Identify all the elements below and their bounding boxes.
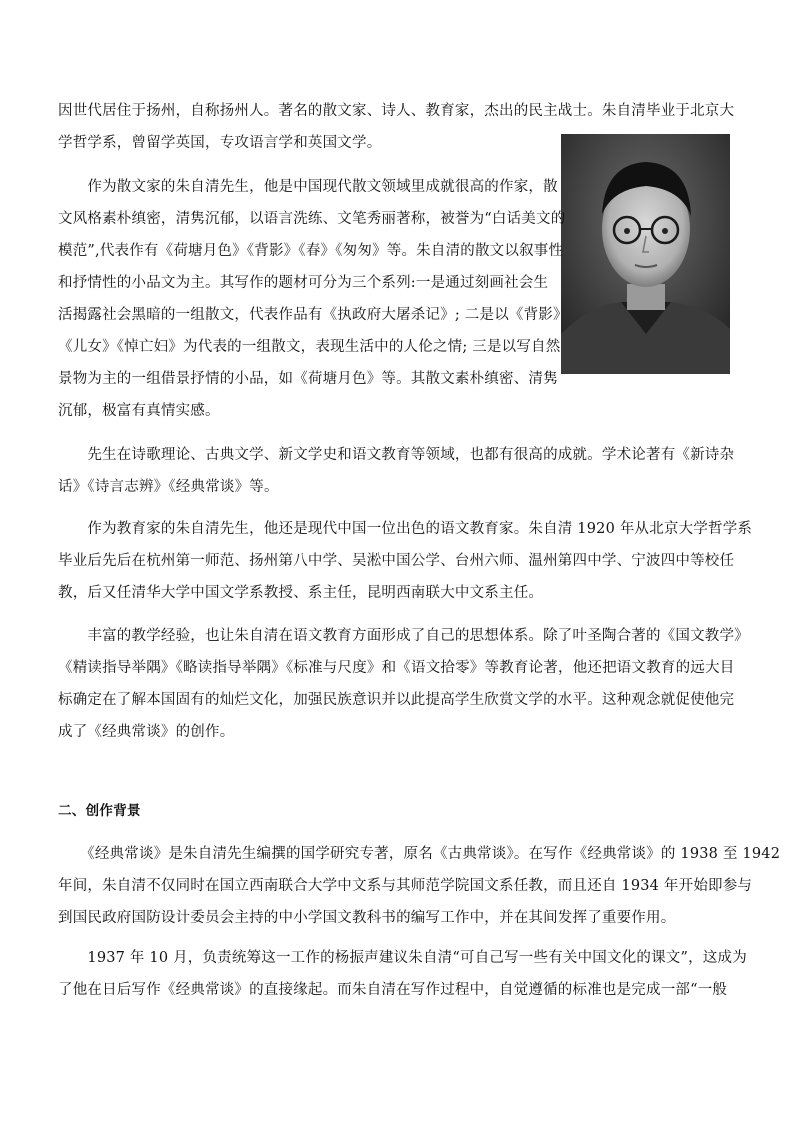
- text-line: 作为教育家的朱自清先生，他还是现代中国一位出色的语文教育家。朱自清 1920 年从北京大学哲学系: [58, 521, 753, 537]
- text-line: 《经典常谈》是朱自清先生编撰的国学研究专著，原名《古典常谈》。在写作《经典常谈》的 1938 至 1942: [58, 846, 781, 862]
- text-line: 《儿女》《悼亡妇》为代表的一组散文，表现生活中的人伦之情; 三是以写自然: [58, 339, 561, 355]
- text-line: 沉郁，极富有真情实感。: [58, 403, 220, 419]
- text-line: 教，后又任清华大学中国文学系教授、系主任，昆明西南联大中文系主任。: [58, 585, 544, 601]
- text-line: 作为散文家的朱自清先生，他是中国现代散文领域里成就很高的作家，散: [58, 179, 558, 195]
- section-heading: 二、创作背景: [58, 803, 141, 819]
- text-line: 学哲学系，曾留学英国，专攻语言学和英国文学。: [58, 135, 382, 151]
- experience-paragraph: [58, 620, 749, 748]
- scholar-paragraph: [58, 439, 734, 503]
- text-line: 成了《经典常谈》的创作。: [58, 724, 235, 740]
- background-paragraph-2: [58, 942, 747, 1006]
- text-line: 活揭露社会黑暗的一组散文，代表作品有《执政府大屠杀记》; 二是以《背影》: [58, 307, 568, 323]
- text-line: 丰富的教学经验，也让朱自清在语文教育方面形成了自己的思想体系。除了叶圣陶合著的《国文教学》: [58, 628, 749, 644]
- text-line: 年间，朱自清不仅同时在国立西南联合大学中文系与其师范学院国文系任教，而且还自 1934 年开始即参与: [58, 878, 753, 894]
- text-line: 因世代居住于扬州，自称扬州人。著名的散文家、诗人、教育家，杰出的民主战士。朱自清毕业于北京大: [58, 103, 735, 119]
- text-line: 模范”,代表作有《荷塘月色》《背影》《春》《匆匆》等。朱自清的散文以叙事性: [58, 243, 564, 259]
- background-paragraph-1: [58, 838, 780, 934]
- text-line: 先生在诗歌理论、古典文学、新文学史和语文教育等领域，也都有很高的成就。学术论著有《新诗杂: [58, 447, 735, 463]
- text-line: 到国民政府国防设计委员会主持的中小学国文教科书的编写工作中，并在其间发挥了重要作用。: [58, 910, 676, 926]
- text-line: 景物为主的一组借景抒情的小品，如《荷塘月色》等。其散文素朴缜密、清隽: [58, 371, 558, 387]
- text-line: 和抒情性的小品文为主。其写作的题材可分为三个系列:一是通过刻画社会生: [58, 275, 549, 291]
- text-line: 标确定在了解本国固有的灿烂文化，加强民族意识并以此提高学生欣赏文学的水平。这种观念就促使他完: [58, 692, 735, 708]
- text-line: 了他在日后写作《经典常谈》的直接缘起。而朱自清在写作过程中，自觉遵循的标准也是完成一部“一般: [58, 982, 728, 998]
- text-line: 《精读指导举隅》《略读指导举隅》《标准与尺度》和《语文拾零》等教育论著，他还把语文教育的远大目: [58, 660, 735, 676]
- text-line: 文风格素朴缜密，清隽沉郁，以语言洗练、文笔秀丽著称，被誉为“白话美文的: [58, 211, 566, 227]
- educator-paragraph: [58, 513, 752, 609]
- intro-paragraph: [58, 95, 734, 159]
- portrait-photo: [561, 134, 730, 374]
- text-line: 1937 年 10 月，负责统筹这一工作的杨振声建议朱自清“可自己写一些有关中国文化的课文”，这成为: [58, 950, 747, 966]
- text-line: 毕业后先后在杭州第一师范、扬州第八中学、吴淞中国公学、台州六师、温州第四中学、宁波四中等校任: [58, 553, 735, 569]
- text-line: 话》《诗言志辨》《经典常谈》等。: [58, 479, 279, 495]
- essayist-paragraph: [58, 171, 568, 427]
- portrait-image-icon: [561, 134, 730, 374]
